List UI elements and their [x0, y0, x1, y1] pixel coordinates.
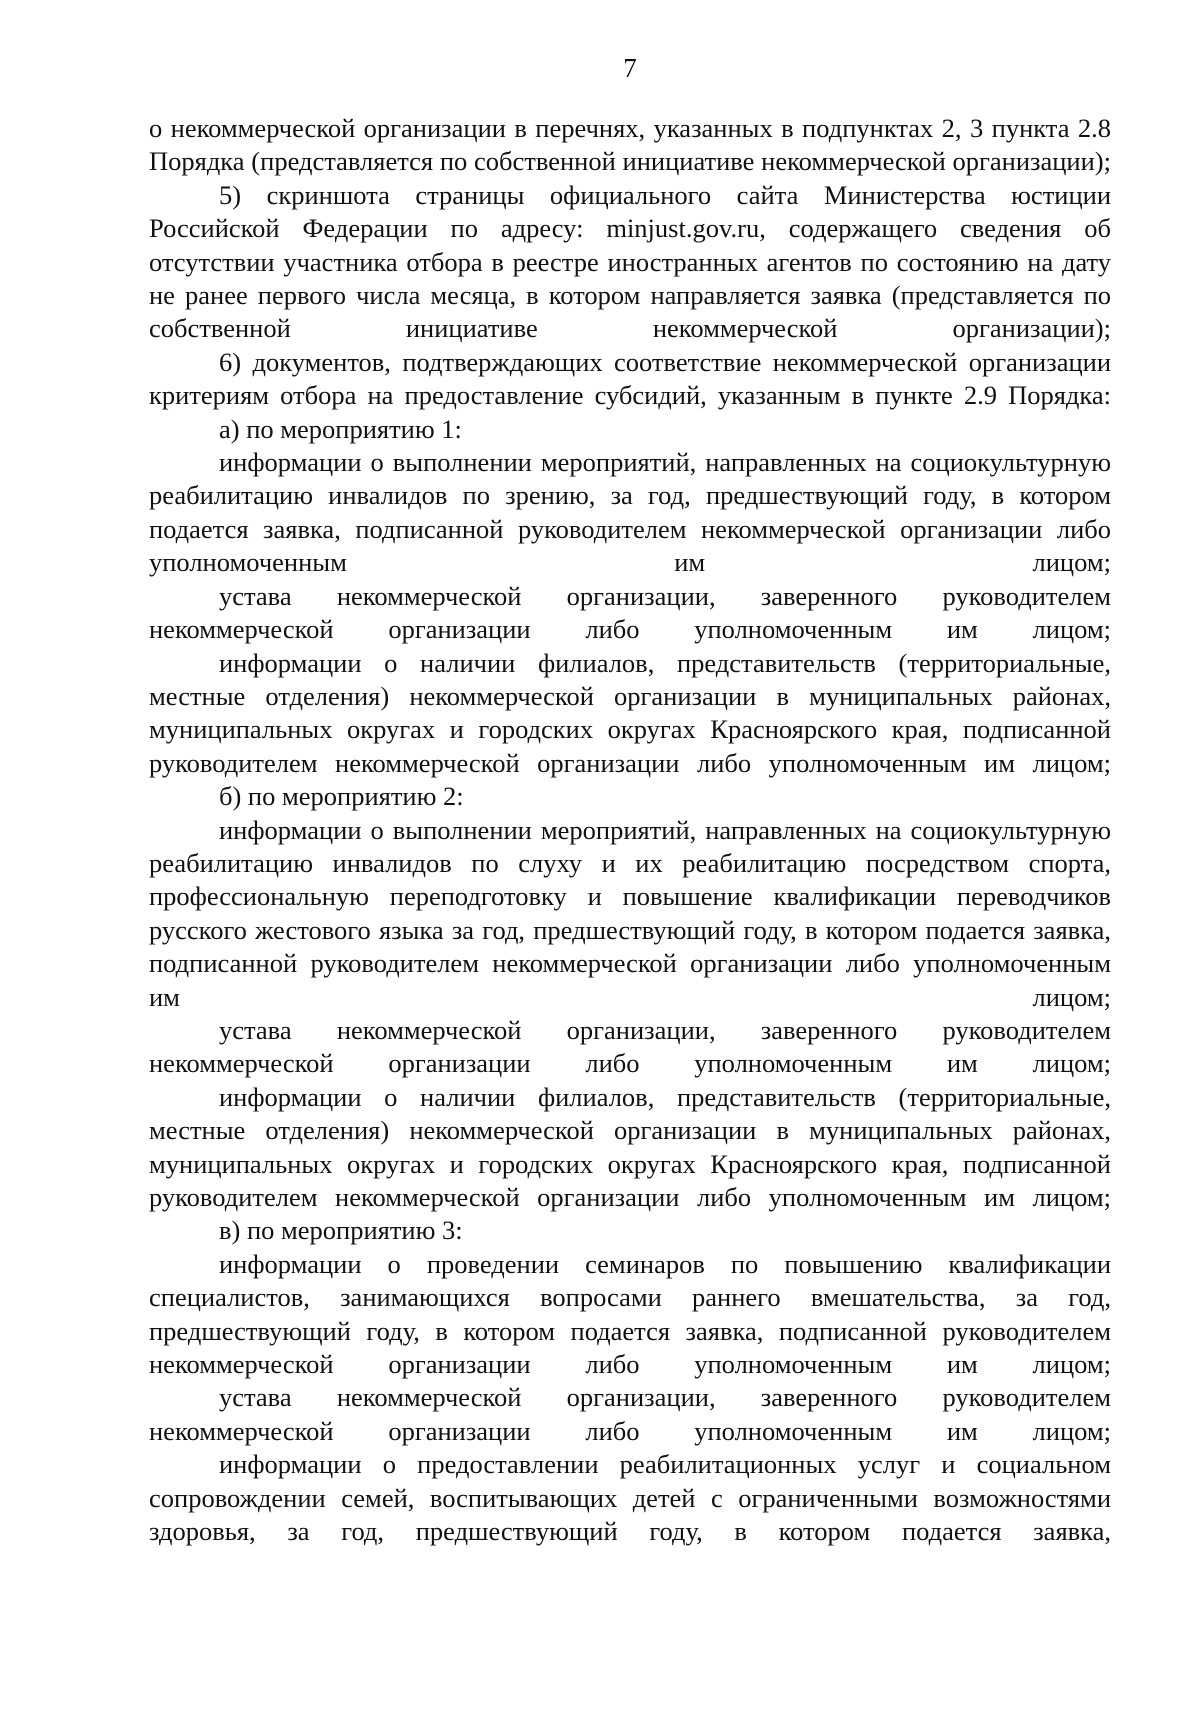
paragraph-event-2-branches: информации о наличии филиалов, представительств (территориальные, местные отделения) некоммерческой организации в муниципальных районах, муниципальных округах и городских округах Красноярского края, подписанной руководителем некоммерческой организации либо уполномоченным им лицом; — [149, 1081, 1111, 1212]
paragraph-continuation: о некоммерческой организации в перечнях, указанных в подпунктах 2, 3 пункта 2.8 Порядка (представляется по собственной инициативе некоммерческой организации); — [149, 113, 1112, 177]
subheading-event-3: в) по мероприятию 3: — [219, 1215, 463, 1246]
paragraph-item-6: 6) документов, подтверждающих соответствие некоммерческой организации критериям отбора на предоставление субсидий, указанным в пункте 2.9 Порядка: — [149, 346, 1112, 411]
paragraph-event-1-info: информации о выполнении мероприятий, направленных на социокультурную реабилитацию инвалидов по зрению, за год, предшествующий году, в котором подается заявка, подписанной руководителем некоммерческой организации либо уполномоченным им лицом; — [149, 447, 1112, 578]
subheading-event-2: б) по мероприятию 2: — [219, 781, 464, 812]
paragraph-event-2-charter: устава некоммерческой организации, заверенного руководителем некоммерческой организации либо уполномоченным им лицом; — [149, 1014, 1111, 1079]
document-body — [149, 112, 1111, 1548]
paragraph-event-1-charter: устава некоммерческой организации, заверенного руководителем некоммерческой организации либо уполномоченным им лицом; — [149, 580, 1111, 645]
paragraph-item-5: 5) скриншота страницы официального сайта Министерства юстиции Российской Федерации по адресу: minjust.gov.ru, содержащего сведения об отсутствии участника отбора в реестре иностранных агентов по состоянию на дату не ранее первого числа месяца, в котором направляется заявка (представляется по собственной инициативе некоммерческой организации); — [149, 179, 1111, 344]
paragraph-event-2-info: информации о выполнении мероприятий, направленных на социокультурную реабилитацию инвалидов по слуху и их реабилитацию посредством спорта, профессиональную переподготовку и повышение квалификации переводчиков русского жестового языка за год, предшествующий году, в котором подается заявка, подписанной руководителем некоммерческой организации либо уполномоченным им лицом; — [149, 814, 1112, 1012]
paragraph-event-3-services: информации о предоставлении реабилитационных услуг и социальном сопровождении семей, воспитывающих детей с ограниченными возможностями здоровья, за год, предшествующий году, в котором подается заявка, — [149, 1449, 1111, 1547]
paragraph-event-3-seminars: информации о проведении семинаров по повышению квалификации специалистов, занимающихся вопросами раннего вмешательства, за год, предшествующий году, в котором подается заявка, подписанной руководителем некоммерческой организации либо уполномоченным им лицом; — [149, 1248, 1111, 1380]
subheading-event-1: а) по мероприятию 1: — [219, 413, 462, 444]
paragraph-event-3-charter: устава некоммерческой организации, заверенного руководителем некоммерческой организации либо уполномоченным им лицом; — [149, 1382, 1111, 1446]
page-number: 7 — [623, 53, 637, 83]
paragraph-event-1-branches: информации о наличии филиалов, представительств (территориальные, местные отделения) некоммерческой организации в муниципальных районах, муниципальных округах и городских округах Красноярского края, подписанной руководителем некоммерческой организации либо уполномоченным им лицом; — [149, 647, 1111, 778]
